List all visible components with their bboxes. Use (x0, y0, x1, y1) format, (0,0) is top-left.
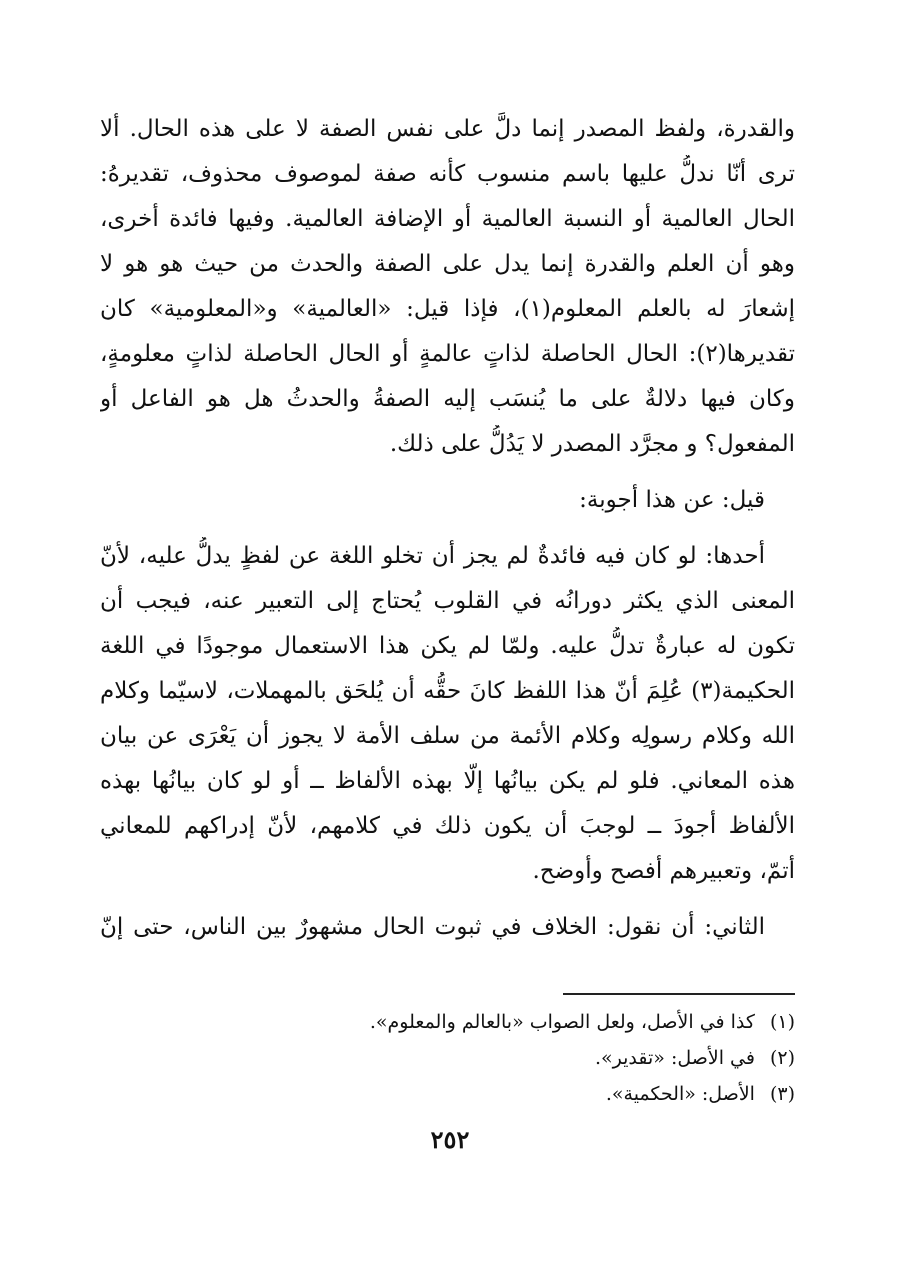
footnote-text: الأصل: «الحكمية». (605, 1083, 755, 1105)
text-line: أتمّ، وتعبيرهم أفصح وأوضح. (532, 858, 795, 884)
footnote-number: (٣) (769, 1083, 795, 1105)
footnote-divider (563, 993, 795, 995)
text-line: هذه المعاني. فلو لم يكن بيانُها إلّا بهذه الألفاظ ــ أو لو كان بيانُها بهذه (100, 768, 795, 794)
text-line: المفعول؟ و مجرَّد المصدر لا يَدُلُّ على ذلك. (389, 431, 795, 457)
text-line: وهو أن العلم والقدرة إنما يدل على الصفة والحدث من حيث هو هو لا (100, 251, 795, 277)
footnote (100, 1010, 795, 1046)
question-line: قيل: عن هذا أجوبة: (579, 487, 765, 513)
text-line: والقدرة، ولفظ المصدر إنما دلَّ على نفس الصفة لا على هذه الحال. ألا (100, 116, 795, 142)
footnote-text: في الأصل: «تقدير». (594, 1047, 755, 1069)
text-line: الحال العالمية أو النسبة العالمية أو الإضافة العالمية. وفيها فائدة أخرى، (100, 206, 795, 232)
paragraph-gap (100, 526, 795, 537)
text-line: تقديرها(٢): الحال الحاصلة لذاتٍ عالمةٍ أو الحال الحاصلة لذاتٍ معلومةٍ، (100, 341, 795, 367)
footnotes (100, 1010, 795, 1118)
footnote-number: (١) (769, 1011, 795, 1033)
paragraph-gap (100, 897, 795, 908)
text-line: الثاني: أن نقول: الخلاف في ثبوت الحال مشهورٌ بين الناس، حتى إنّ (100, 914, 765, 940)
footnote (100, 1046, 795, 1082)
text-line: المعنى الذي يكثر دورانُه في القلوب يُحتاج إلى التعبير عنه، فيجب أن (100, 588, 795, 614)
paragraph-gap (100, 470, 795, 481)
footnote-number: (٢) (769, 1047, 795, 1069)
text-line: أحدها: لو كان فيه فائدةٌ لم يجز أن تخلو اللغة عن لفظٍ يدلُّ عليه، لأنّ (100, 543, 765, 569)
text-line: وكان فيها دلالةٌ على ما يُنسَب إليه الصفةُ والحدثُ هل هو الفاعل أو (100, 386, 795, 412)
text-line: الألفاظ أجودَ ــ لوجبَ أن يكون ذلك في كلامهم، لأنّ إدراكهم للمعاني (100, 813, 795, 839)
text-line: الحكيمة(٣) عُلِمَ أنّ هذا اللفظ كانَ حقُّه أن يُلحَق بالمهملات، لاسيّما وكلام (100, 678, 795, 704)
text-line: الله وكلام رسولِه وكلام الأئمة من سلف الأمة لا يجوز أن يَعْرَى عن بيان (100, 723, 795, 749)
footnote-text: كذا في الأصل، ولعل الصواب «بالعالم والمعلوم». (369, 1011, 755, 1033)
page-number: ٢٥٢ (430, 1125, 470, 1154)
main-text (100, 110, 795, 953)
text-line: ترى أنّا ندلُّ عليها باسم منسوب كأنه صفة لموصوف محذوف، تقديرهُ: (100, 161, 795, 187)
footnote (100, 1082, 795, 1118)
text-line: تكون له عبارةٌ تدلُّ عليه. ولمّا لم يكن هذا الاستعمال موجودًا في اللغة (100, 633, 795, 659)
text-line: إشعارَ له بالعلم المعلوم(١)، فإذا قيل: «العالمية» و«المعلومية» كان (100, 296, 795, 322)
